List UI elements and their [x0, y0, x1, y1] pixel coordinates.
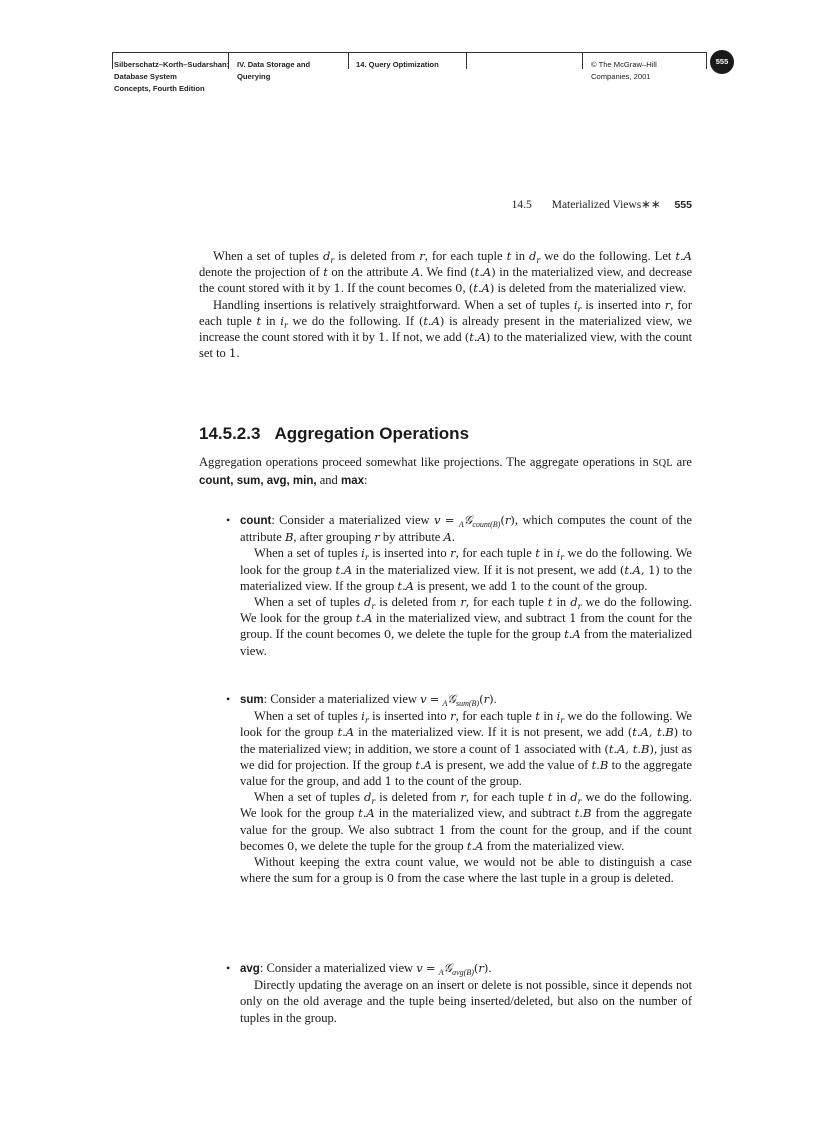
header-book-title: Silberschatz–Korth–Sudarshan: Database System Concepts, Fourth Edition	[114, 60, 230, 93]
section-heading: 14.5.2.3 Aggregation Operations	[199, 424, 470, 443]
running-head-title: Materialized Views∗∗	[551, 199, 661, 211]
page-number-badge: 555	[710, 50, 734, 74]
running-head-page: 555	[674, 199, 692, 211]
book-header	[112, 52, 706, 104]
paragraph: When a set of tuples $d_r$ is deleted from r, for each tuple t in $d_r$ we do the following. Let t.A denote the projection of t on the attribute A. We find (t.A) in the materialized view, and decrease the count stored with it by 1. If the count becomes 0, (t.A) is deleted from the materialized view.	[199, 249, 693, 296]
body-text	[199, 248, 692, 361]
header-rule	[112, 52, 706, 53]
header-part: IV. Data Storage and Querying	[237, 60, 311, 81]
list-item-count: • count: Consider a materialized view v = $_A$𝒢$_{count(B)}$(r), which computes the count of the attribute B, after grouping r by attribute A. When a set of tuples $i_r$ is inserted into r, for each tuple t in $i_r$ we do the following. We look for the group t.A in the materialized view. If it is not present, we add (t.A, 1) to the materialized view. If the group t.A is present, we add 1 to the count of the group. When a set of tuples $d_r$ is deleted from r, for each tuple t in $d_r$ we do the following. We look for the group t.A in the materialized view, and subtract 1 from the count for the group. If the count becomes 0, we delete the tuple for the group t.A from the materialized view.	[226, 513, 693, 658]
header-publisher: © The McGraw–Hill Companies, 2001	[591, 60, 657, 81]
paragraph: Handling insertions is relatively straightforward. When a set of tuples $i_r$ is inserted into r, for each tuple t in $i_r$ we do the following. If (t.A) is already present in the materialized view, we increase the count stored with it by 1. If not, we add (t.A) to the materialized view, with the count set to 1.	[199, 297, 693, 361]
list-item-sum: • sum: Consider a materialized view v = $_A$𝒢$_{sum(B)}$(r). When a set of tuples $i_r$ is inserted into r, for each tuple t in $i_r$ we do the following. We look for the group t.A in the materialized view. If it is not present, we add (t.A, t.B) to the materialized view; in addition, we store a count of 1 associated with (t.A, t.B), just as we did for projection. If the group t.A is present, we add the value of t.B to the aggregate value for the group, and add 1 to the count of the group. When a set of tuples $d_r$ is deleted from r, for each tuple t in $d_r$ we do the following. We look for the group t.A in the materialized view, and subtract t.B from the aggregate value for the group. We also subtract 1 from the count for the group, and if the count becomes 0, we delete the tuple for the group t.A from the materialized view. Without keeping the extra count value, we would not be able to distinguish a case where the sum for a group is 0 from the case where the last tuple in a group is deleted.	[226, 692, 693, 886]
header-chapter: 14. Query Optimization	[356, 60, 439, 69]
running-head-section: 14.5	[511, 199, 532, 211]
running-head	[460, 197, 692, 211]
section-intro: Aggregation operations proceed somewhat like projections. The aggregate operations in SQL are count, sum, avg, min, and max:	[199, 455, 693, 488]
list-item-avg: • avg: Consider a materialized view v = $_A$𝒢$_{avg(B)}$(r). Directly updating the average on an insert or delete is not possible, since it depends not only on the old average and the tuple being inserted/deleted, but also on the number of tuples in the group.	[226, 961, 692, 1025]
